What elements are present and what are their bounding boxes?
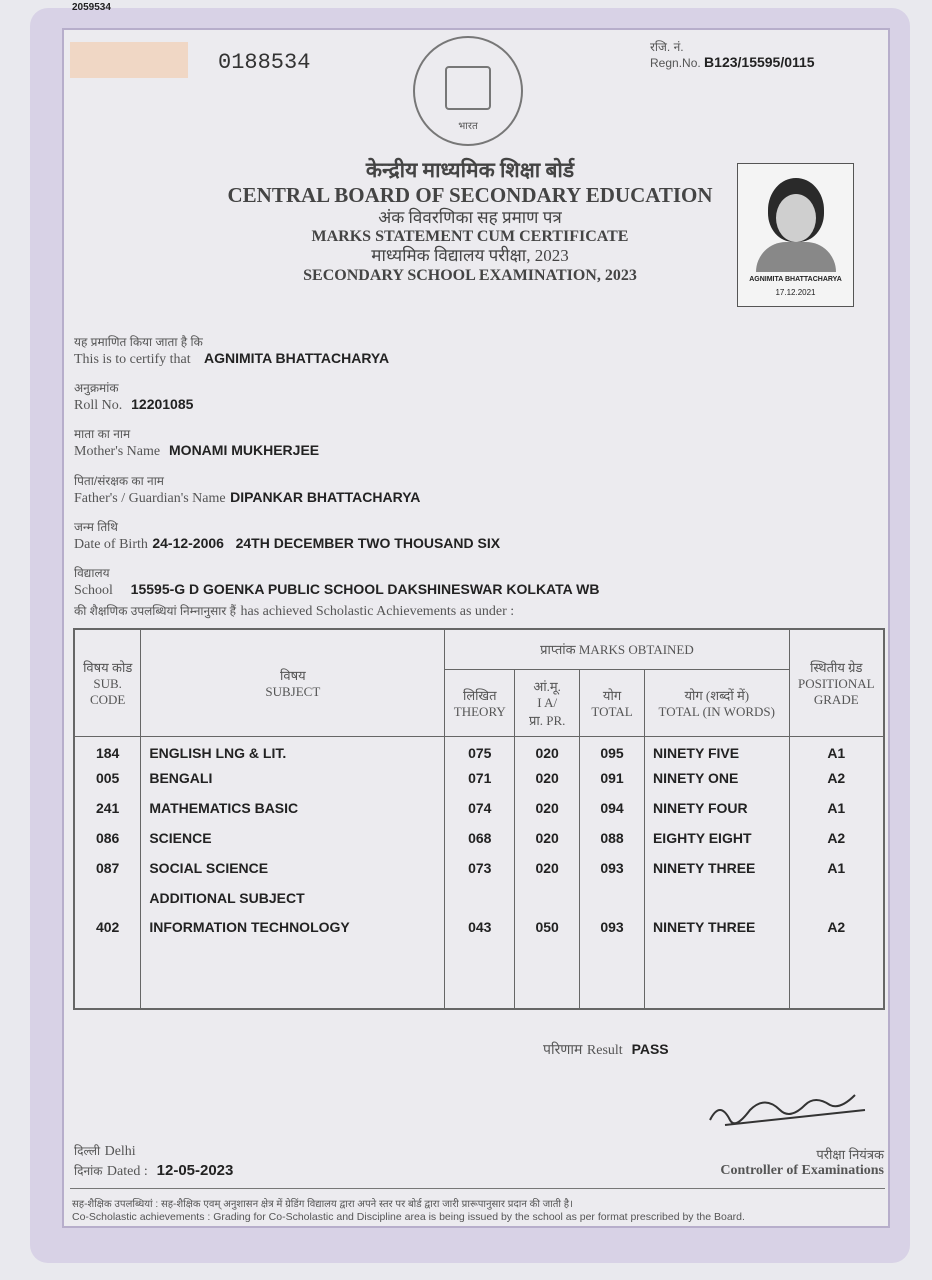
- controller-hi: परीक्षा नियंत्रक: [816, 1147, 884, 1162]
- cell-subject: MATHEMATICS BASIC: [141, 796, 445, 826]
- result-label: Result: [586, 1043, 623, 1058]
- col-total: योग TOTAL: [580, 669, 645, 736]
- cell-words: EIGHTY EIGHT: [644, 826, 789, 856]
- cell-theory: 071: [445, 766, 515, 796]
- cell-grade: A1: [789, 796, 884, 826]
- achieved-text: has achieved Scholastic Achievements as under :: [240, 604, 515, 619]
- cell-subject: SOCIAL SCIENCE: [141, 856, 445, 886]
- cell-grade: A2: [789, 826, 884, 856]
- cell-code: 184: [74, 736, 141, 766]
- field-hi: यह प्रमाणित किया जाता है कि: [74, 335, 203, 349]
- cell-ia: 050: [515, 915, 580, 945]
- table-row: [74, 736, 884, 766]
- col-total-words: योग (शब्दों में) TOTAL (IN WORDS): [644, 669, 789, 736]
- cell-subject: INFORMATION TECHNOLOGY: [141, 915, 445, 945]
- field-hi: माता का नाम: [74, 427, 131, 441]
- cert-title-hi: अंक विवरणिका सह प्रमाण पत्र: [378, 207, 562, 227]
- orange-stamp: [70, 42, 188, 78]
- cell-grade: A2: [789, 766, 884, 796]
- cell-words: NINETY THREE: [644, 856, 789, 886]
- cell-ia: 020: [515, 856, 580, 886]
- cell-theory: 043: [445, 915, 515, 945]
- cell-theory: 068: [445, 826, 515, 856]
- cell-ia: 020: [515, 736, 580, 766]
- cell-subject: BENGALI: [141, 766, 445, 796]
- cell-code: 241: [74, 796, 141, 826]
- cell-total: 095: [580, 736, 645, 766]
- regn-label: Regn.No.: [650, 56, 701, 70]
- field-hi: विद्यालय: [74, 566, 110, 580]
- field-label: Mother's Name: [74, 444, 161, 459]
- field-label: This is to certify that: [74, 352, 191, 367]
- cell-words: NINETY FIVE: [644, 736, 789, 766]
- col-subject: विषय SUBJECT: [141, 629, 445, 736]
- student-details: [74, 333, 599, 620]
- cell-words: NINETY FOUR: [644, 796, 789, 826]
- table-row: [74, 915, 884, 945]
- cell-code: 005: [74, 766, 141, 796]
- certificate-number: 0188534: [218, 50, 311, 75]
- table-row: [74, 856, 884, 886]
- cell-grade: A2: [789, 915, 884, 945]
- cell-ia: 020: [515, 766, 580, 796]
- cell-code: 086: [74, 826, 141, 856]
- exam-title-hi: माध्यमिक विद्यालय परीक्षा, 2023: [371, 246, 569, 266]
- col-ia: आं.मू. I A/ प्रा. PR.: [515, 669, 580, 736]
- col-marks-obtained: प्राप्तांक MARKS OBTAINED: [445, 629, 789, 669]
- board-name-hi: केन्द्रीय माध्यमिक शिक्षा बोर्ड: [365, 158, 575, 182]
- cell-code: 087: [74, 856, 141, 886]
- field-label: Date of Birth: [74, 537, 148, 552]
- cell-words: NINETY ONE: [644, 766, 789, 796]
- field-hi: जन्म तिथि: [74, 520, 118, 534]
- cell-subject: ENGLISH LNG & LIT.: [141, 736, 445, 766]
- cell-ia: 020: [515, 826, 580, 856]
- mother-name: MONAMI MUKHERJEE: [169, 442, 320, 458]
- regn-number: B123/15595/0115: [704, 54, 815, 70]
- exam-title: SECONDARY SCHOOL EXAMINATION, 2023: [303, 266, 637, 284]
- table-row: [74, 826, 884, 856]
- roll-number: 12201085: [131, 396, 194, 412]
- father-name: DIPANKAR BHATTACHARYA: [230, 489, 421, 505]
- result-label-hi: परिणाम: [543, 1041, 583, 1057]
- cell-grade: A1: [789, 856, 884, 886]
- cell-words: NINETY THREE: [644, 915, 789, 945]
- cell-total: 094: [580, 796, 645, 826]
- cell-code: 402: [74, 915, 141, 945]
- place-label: Delhi: [104, 1144, 136, 1159]
- table-row: [74, 796, 884, 826]
- school-name: 15595-G D GOENKA PUBLIC SCHOOL DAKSHINESWAR KOLKATA WB: [130, 581, 600, 597]
- photo-caption-name: AGNIMITA BHATTACHARYA: [749, 276, 842, 283]
- board-name: CENTRAL BOARD OF SECONDARY EDUCATION: [227, 182, 713, 207]
- student-photo: [737, 163, 854, 307]
- cert-title: MARKS STATEMENT CUM CERTIFICATE: [311, 227, 629, 245]
- date-of-birth: 24-12-2006 24TH DECEMBER TWO THOUSAND SIX: [152, 535, 501, 551]
- field-label: School: [74, 583, 113, 598]
- header: [200, 158, 740, 285]
- col-code: विषय कोड SUB. CODE: [74, 629, 141, 736]
- additional-subject-label: ADDITIONAL SUBJECT: [141, 886, 445, 916]
- cell-grade: A1: [789, 736, 884, 766]
- controller-label: Controller of Examinations: [720, 1163, 884, 1178]
- student-name: AGNIMITA BHATTACHARYA: [204, 350, 390, 366]
- col-theory: लिखित THEORY: [445, 669, 515, 736]
- achieved-hi: की शैक्षणिक उपलब्धियां निम्नानुसार हैं: [74, 604, 237, 618]
- cell-theory: 074: [445, 796, 515, 826]
- field-label: Roll No.: [74, 398, 123, 413]
- cell-total: 093: [580, 856, 645, 886]
- field-hi: पिता/संरक्षक का नाम: [74, 474, 164, 488]
- cell-total: 091: [580, 766, 645, 796]
- dated-label: Dated :: [106, 1164, 148, 1179]
- dated-hi: दिनांक: [74, 1164, 103, 1178]
- footnote: Co-Scholastic achievements : Grading for Co-Scholastic and Discipline area is being issued by the school as per format prescribed by the Board.: [72, 1211, 745, 1223]
- cell-subject: SCIENCE: [141, 826, 445, 856]
- controller-signature: [705, 1090, 875, 1140]
- cell-theory: 075: [445, 736, 515, 766]
- cell-theory: 073: [445, 856, 515, 886]
- table-row: [74, 766, 884, 796]
- cell-total: 088: [580, 826, 645, 856]
- additional-subject-row: [74, 886, 884, 916]
- col-grade: स्थितीय ग्रेड POSITIONAL GRADE: [789, 629, 884, 736]
- result-value: PASS: [631, 1041, 669, 1057]
- place-hi: दिल्ली: [74, 1144, 101, 1158]
- marks-table: [73, 628, 885, 1010]
- cbse-logo: भारत: [413, 36, 523, 146]
- serial-number: 2059534: [72, 2, 111, 13]
- cell-ia: 020: [515, 796, 580, 826]
- footnote-hi: सह-शैक्षिक उपलब्धियां : सह-शैक्षिक एवम् अनुशासन क्षेत्र में ग्रेडिंग विद्यालय द्वारा अपने स्तर पर बोर्ड द्वारा जारी प्रारूपानुसार प्रदान की जाती है।: [72, 1199, 573, 1210]
- regn-label-hi: रजि. नं.: [650, 40, 684, 54]
- cell-total: 093: [580, 915, 645, 945]
- footer-divider: [70, 1188, 885, 1189]
- issue-date: 12-05-2023: [156, 1162, 234, 1179]
- field-hi: अनुक्रमांक: [74, 381, 119, 395]
- field-label: Father's / Guardian's Name: [74, 491, 226, 506]
- photo-caption-date: 17.12.2021: [775, 288, 816, 297]
